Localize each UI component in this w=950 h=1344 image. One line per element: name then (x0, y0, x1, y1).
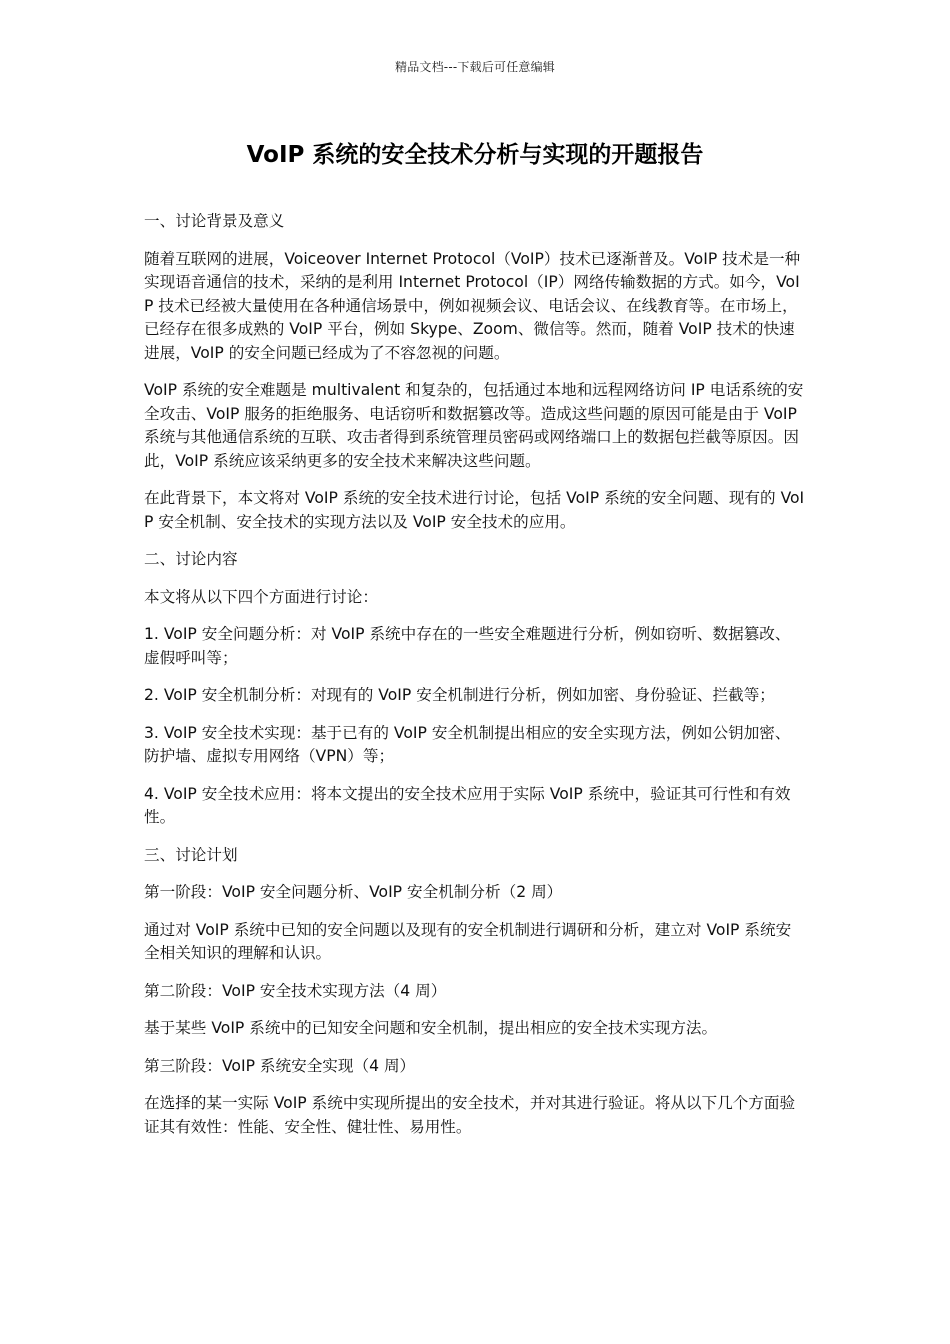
phase-1-heading: 第一阶段：VoIP 安全问题分析、VoIP 安全机制分析（2 周） (144, 883, 563, 901)
document-body (144, 210, 806, 1153)
list-item-4: 4. VoIP 安全技术应用：将本文提出的安全技术应用于实际 VoIP 系统中，验证其可行性和有效性。 (144, 784, 791, 826)
phase-3-description: 在选择的某一实际 VoIP 系统中实现所提出的安全技术，并对其进行验证。将从以下几个方面验证其有效性：性能、安全性、健壮性、易用性。 (144, 1094, 796, 1136)
list-item-1: 1. VoIP 安全问题分析：对 VoIP 系统中存在的一些安全难题进行分析，例如窃听、数据篡改、虚假呼叫等； (144, 625, 791, 667)
section-heading-content: 二、讨论内容 (144, 550, 238, 568)
page-header: 精品文档---下载后可任意编辑 (395, 60, 555, 74)
paragraph-security-problems: VoIP 系统的安全难题是 multivalent 和复杂的，包括通过本地和远程网络访问 IP 电话系统的安全攻击、VoIP 服务的拒绝服务、电话窃听和数据篡改等。造成这些问题的原因可能是由于 VoIP 系统与其他通信系统的互联、攻击者得到系统管理员密码或网络端口上的数据包拦截等原因。因此，VoIP 系统应该采纳更多的安全技术来解决这些问题。 (144, 381, 804, 470)
document-title: VoIP 系统的安全技术分析与实现的开题报告 (246, 142, 704, 168)
paragraph-content-intro: 本文将从以下四个方面进行讨论： (144, 587, 378, 606)
phase-2-heading: 第二阶段：VoIP 安全技术实现方法（4 周） (144, 981, 447, 1000)
paragraph-research-scope: 在此背景下，本文将对 VoIP 系统的安全技术进行讨论，包括 VoIP 系统的安全问题、现有的 VoIP 安全机制、安全技术的实现方法以及 VoIP 安全技术的应用。 (144, 489, 805, 531)
section-heading-plan: 三、讨论计划 (144, 845, 238, 864)
phase-2-description: 基于某些 VoIP 系统中的已知安全问题和安全机制，提出相应的安全技术实现方法。 (144, 1019, 718, 1037)
phase-3-heading: 第三阶段：VoIP 系统安全实现（4 周） (144, 1056, 416, 1075)
section-heading-background: 一、讨论背景及意义 (144, 212, 285, 230)
list-item-3: 3. VoIP 安全技术实现：基于已有的 VoIP 安全机制提出相应的安全实现方法，例如公钥加密、防护墙、虚拟专用网络（VPN）等； (144, 723, 791, 765)
paragraph-voip-intro: 随着互联网的进展，Voiceover Internet Protocol（VoIP）技术已逐渐普及。VoIP 技术是一种实现语音通信的技术，采纳的是利用 Internet Protocol（IP）网络传输数据的方式。如今，VoIP 技术已经被大量使用在各种通信场景中，例如视频会议、电话会议、在线教育等。在市场上，已经存在很多成熟的 VoIP 平台，例如 Skype、Zoom、微信等。然而，随着 VoIP 技术的快速进展，VoIP 的安全问题已经成为了不容忽视的问题。 (144, 249, 801, 362)
phase-1-description: 通过对 VoIP 系统中已知的安全问题以及现有的安全机制进行调研和分析，建立对 VoIP 系统安全相关知识的理解和认识。 (144, 920, 792, 962)
list-item-2: 2. VoIP 安全机制分析：对现有的 VoIP 安全机制进行分析，例如加密、身份验证、拦截等； (144, 686, 775, 704)
